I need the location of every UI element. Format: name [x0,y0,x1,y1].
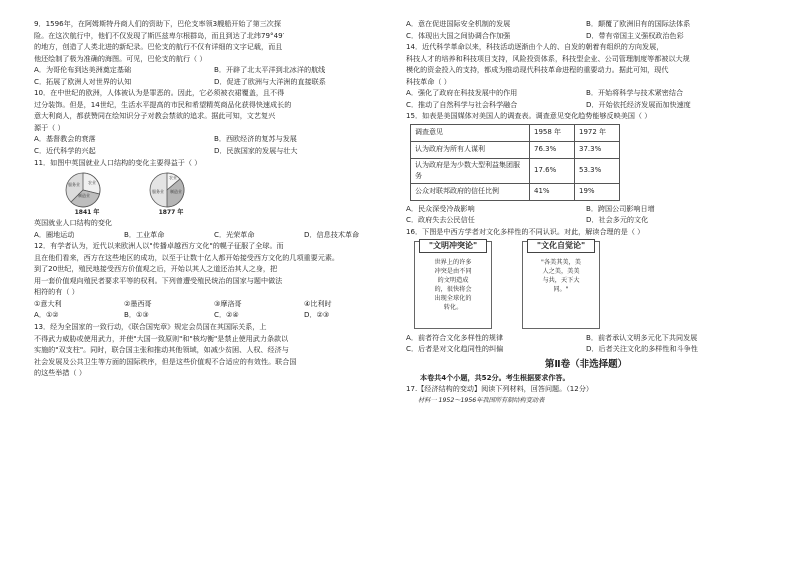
q13-line: 实施的"双支柱"。同时，联合国主张和推动其他领域，如减少贫困、人权、经济与 [34,345,289,355]
q9-option-c[interactable]: C．拓展了欧洲人对世界的认知 [34,76,132,86]
pie-1841-year: 1841 年 [74,209,100,217]
pie-1877-year: 1877 年 [158,209,184,217]
q11-options-row [34,229,394,241]
q9-line: 他还绘制了极为准确的海图。可见，巴伦支的航行（ ） [34,53,207,63]
table-header-cell: 调查意见 [411,124,530,141]
q10-line: 意大利商人，都获赞同在绘知识分子对教会禁欲的追求。据此可知，文艺复兴 [34,111,276,121]
table-row [411,141,620,158]
q13-option-d[interactable]: D．带有帝国主义强权政治色彩 [586,30,684,40]
question-12 [34,240,394,321]
q16-option-b[interactable]: B．前者承认文明多元化下共同发展 [586,332,698,342]
pie-1841-label-manu: 制造业 [78,193,90,199]
q15-survey-table [410,124,620,201]
pie-1841-label-serv: 服务业 [68,182,80,188]
pie-1877-label-serv: 服务业 [152,189,164,195]
q14-option-a[interactable]: A．强化了政府在科技发展中的作用 [406,88,518,98]
q14-option-d[interactable]: D．开始依托经济发展而加快速度 [586,99,691,109]
q12-item-4: ④比利时 [304,298,332,308]
card-cultural-consciousness [522,241,600,329]
q12-option-d[interactable]: D．②③ [304,310,330,320]
q13-line: 的这些举措（ ） [34,368,86,378]
pie-1877-graphic [142,171,192,209]
table-cell: 公众对联邦政府的信任比例 [411,183,530,200]
table-cell: 53.3% [575,158,620,183]
q13-line: 不得武力威胁或使用武力，并使"大国一致原则"和"核均衡"是禁止使用武力条款以 [34,333,289,343]
q14-option-c[interactable]: C．推动了自然科学与社会科学融合 [406,99,518,109]
q11-caption: 英国就业人口结构的变化 [34,218,113,228]
q10-options-row [34,145,394,157]
question-13 [34,321,394,379]
q12-line: 12．有学者认为，近代以来欧洲人以"传播卓越西方文化"的幌子征服了全球。而 [34,241,284,251]
right-column [406,18,766,406]
q13-options-row [406,18,766,30]
q10-line: 过分装饰。但是，14世纪，生活水平提高的市民和希望精英商品化获得快速成长的 [34,99,292,109]
card-title: "文明冲突论" [419,239,487,253]
pie-1877-label-manu: 制造业 [170,189,182,195]
table-cell: 认为政府为所有人谋利 [411,141,530,158]
q10-option-c[interactable]: C．近代科学的兴起 [34,146,96,156]
q16-option-d[interactable]: D．后者关注文化的多样性和斗争性 [586,344,698,354]
q13-option-b[interactable]: B．颠覆了欧洲旧有的国际法体系 [586,19,691,28]
question-15 [406,110,766,226]
q9-line: 的地方，创造了人类北进的新纪录。巴伦支的航行不仅有详细的文字记载，而且 [34,42,283,52]
q13-option-a[interactable]: A．意在促进国际安全机制的发展 [406,19,511,28]
q16-options-row [406,332,766,344]
table-cell: 17.6% [530,158,575,183]
q10-options-row [34,133,394,145]
q12-option-b[interactable]: B．①③ [124,310,149,320]
left-column [34,18,394,379]
q11-option-d[interactable]: D．信息技术革命 [304,229,360,239]
q14-line: 14．近代科学革命以来，科技活动逐渐由个人的、自发的朝着有组织的方向发展， [406,42,664,52]
q14-option-b[interactable]: B．开始将科学与技术紧密结合 [586,88,684,98]
q9-options-row [34,64,394,76]
table-header-row [411,124,620,141]
q9-options-row [34,76,394,88]
table-cell: 19% [575,183,620,200]
card-title: "文化自觉论" [527,239,595,253]
q17-material-caption: 材料一 1952～1956年我国所有制结构变动表 [418,396,545,404]
q12-line: 到了20世纪，殖民地接受西方价值观之后，开始以其人之道还治其人之身，把 [34,264,278,274]
question-16 [406,226,766,355]
q10-option-d[interactable]: D．民族国家的发展与壮大 [214,146,298,156]
q15-options-row [406,214,766,226]
q13-line: 13．经为全国家的一致行动，《联合国宪章》规定会员国在其国际关系，上 [34,322,267,332]
question-14 [406,41,766,110]
question-10 [34,87,394,156]
q17-stem: 17.【经济结构的变动】阅读下列材料，回答问题。（12分） [406,384,594,394]
q12-line: 且在他们看来，西方在这些地区的成功，以至于让数十亿人都开始接受西方文化的几项重要元素。 [34,252,340,262]
q12-option-c[interactable]: C．②④ [214,310,239,320]
q15-options-row [406,203,766,215]
q12-option-a[interactable]: A．①② [34,310,59,320]
table-cell: 37.3% [575,141,620,158]
q16-option-c[interactable]: C．后者是对文化趋同性的纠偏 [406,344,504,354]
q11-option-c[interactable]: C．光荣革命 [214,229,255,239]
q11-option-a[interactable]: A．圈地运动 [34,229,75,239]
q13-line: 社会发展及公共卫生等方面的国际秩序，但是这些价值观不合适应的有效性。联合国 [34,356,297,366]
q9-option-d[interactable]: D．促进了欧洲与大洋洲的直接联系 [214,76,326,86]
card-body: 世界上的许多冲突是由不同的文明造成的，很快将会出现全球化的转化。 [434,258,472,311]
q10-line: 10．在中世纪的欧洲，人体被认为是罪恶的。因此，它必须被衣裙覆盖，且不得 [34,88,285,98]
q12-line: 相符的有（ ） [34,287,79,297]
pie-1841 [58,171,116,217]
q9-line: 险。在这次航行中，他们不仅发现了斯匹兹卑尔根群岛，而且到达了北纬79°49′ [34,30,285,40]
question-11 [34,157,394,241]
pie-1877 [142,171,200,217]
q13-option-c[interactable]: C．体现出大国之间协调合作加强 [406,30,511,40]
q12-item-3: ③摩洛哥 [214,298,242,308]
pie-1877-label-agri: 农业 [169,175,177,181]
table-cell: 76.3% [530,141,575,158]
q13-options-row [406,30,766,42]
section-title: 第Ⅱ卷（非选择题） [544,358,628,370]
q9-line: 9．1596年，在阿姆斯特丹商人们的资助下，巴伦支率领3艘船开始了第三次探 [34,19,281,28]
q10-option-b[interactable]: B．西欧经济的复苏与发展 [214,134,297,144]
table-row [411,183,620,200]
table-row [411,158,620,183]
q14-line: 科技人才的培养和科技项目支持，风险投资体系，科技型企业、公司管理制度等都被以大规 [406,53,690,63]
table-cell: 认为政府是为少数大型利益集团服务 [411,158,530,183]
question-9 [34,18,394,87]
q11-stem: 11．如图中英国就业人口结构的变化主要得益于（ ） [34,157,202,167]
pie-1841-graphic [58,171,108,209]
q10-option-a[interactable]: A．基督教会的衰落 [34,134,96,144]
q16-option-a[interactable]: A．前者符合文化多样性的规律 [406,332,504,342]
q10-line: 源于（ ） [34,122,65,132]
q11-pie-figure [58,171,394,217]
table-cell: 41% [530,183,575,200]
q14-options-row [406,87,766,99]
q16-stem: 16．下图是中西方学者对文化多样性的不同认识。对此，解读合理的是（ ） [406,227,645,237]
q15-option-a[interactable]: A．民众深受冷战影响 [406,203,475,213]
q12-item-1: ①意大利 [34,298,62,308]
q11-option-b[interactable]: B．工业革命 [124,229,165,239]
q12-item-2: ②墨西哥 [124,298,152,308]
table-header-cell: 1972 年 [575,124,620,141]
q14-line: 模化的资金投入的支持，都成为推动现代科技革命进程的重要动力。据此可知，现代 [406,65,669,75]
q12-line: 用一套价值观向殖民者要求平等的权利。下列曾遭受殖民统治的国家与题中做法 [34,275,283,285]
q12-items-row [34,298,394,310]
pie-1841-label-agri: 农业 [88,180,96,186]
q16-figure [414,241,766,329]
part-2-section [406,358,766,407]
q9-option-b[interactable]: B．开辟了北太平洋到北冰洋的航线 [214,65,326,75]
card-civilization-clash [414,241,492,329]
q14-line: 科技革命（ ） [406,76,451,86]
q14-options-row [406,99,766,111]
q15-option-d[interactable]: D．社会多元的文化 [586,215,649,225]
q12-options-row [34,309,394,321]
table-header-cell: 1958 年 [530,124,575,141]
q15-option-c[interactable]: C．政府失去公民信任 [406,215,475,225]
q15-stem: 15．如表是美国媒体对美国人的调查表。调查意见变化趋势能够反映美国（ ） [406,111,652,121]
section-note: 本卷共4个小题，共52分。考生根据要求作答。 [420,372,570,382]
q15-option-b[interactable]: B．跨国公司影响日增 [586,203,655,213]
q16-options-row [406,343,766,355]
card-body: "各美其美，美人之美，美美与共，天下大同。" [541,258,581,293]
q9-option-a[interactable]: A．为哥伦布到达美洲奠定基础 [34,65,132,75]
